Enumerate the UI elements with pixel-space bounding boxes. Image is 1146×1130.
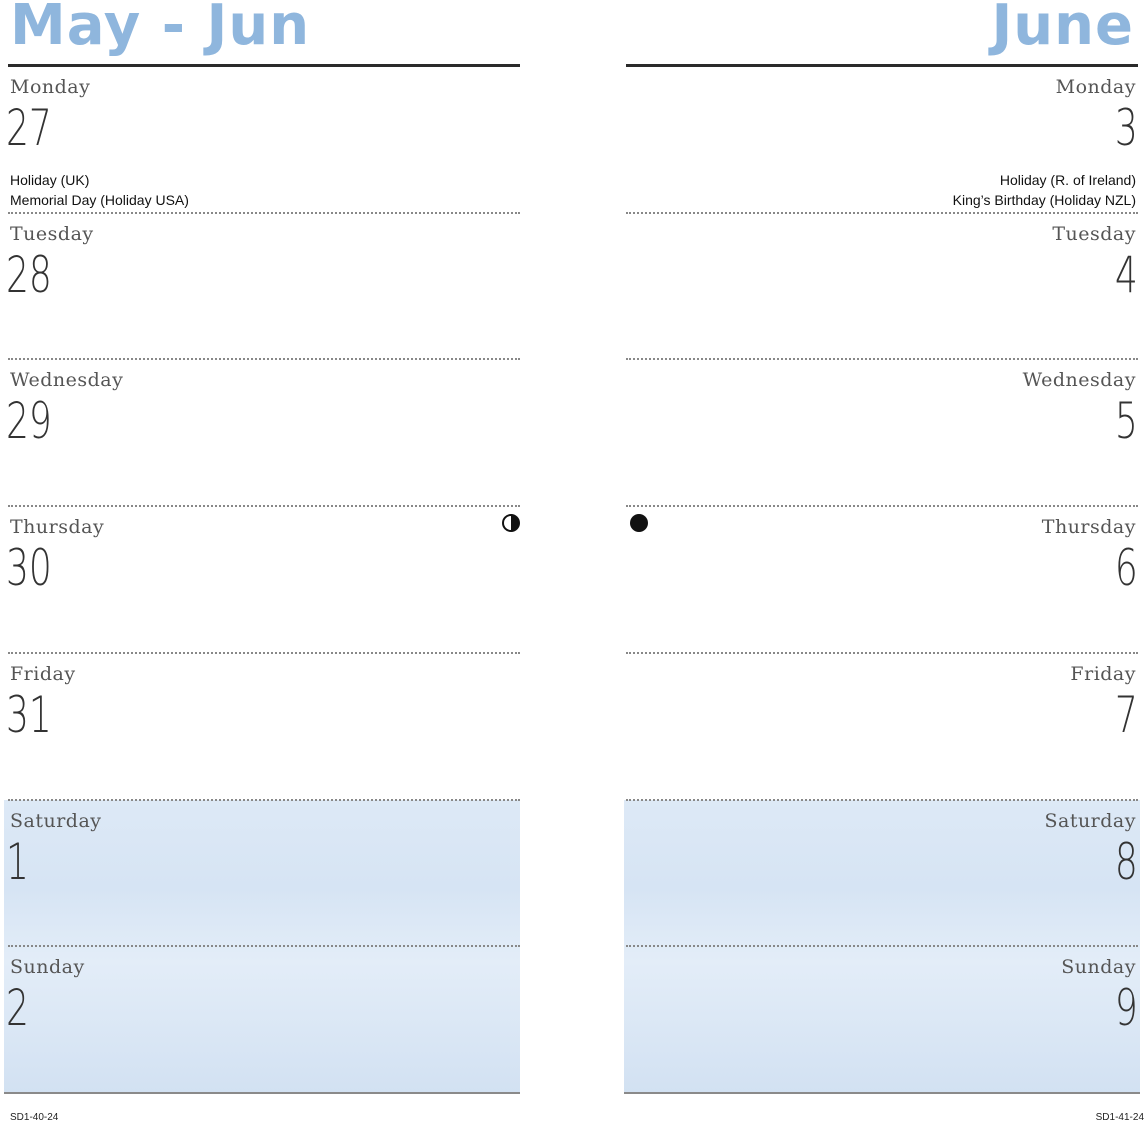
holiday-entry: Holiday (UK): [10, 172, 90, 188]
day-monday[interactable]: [626, 66, 1138, 213]
first-quarter-moon-icon: [502, 514, 520, 532]
day-thursday[interactable]: [8, 506, 520, 653]
holiday-list: [10, 170, 189, 210]
new-moon-icon: [630, 514, 648, 532]
day-saturday[interactable]: [626, 800, 1138, 947]
day-name: Saturday: [1044, 810, 1136, 832]
day-saturday[interactable]: [8, 800, 520, 947]
holiday-list: [953, 170, 1136, 210]
day-name: Friday: [10, 663, 76, 685]
day-number: 28: [6, 246, 52, 304]
day-wednesday[interactable]: [626, 359, 1138, 506]
day-name: Sunday: [10, 956, 85, 978]
day-number: 27: [6, 99, 52, 157]
day-sunday[interactable]: [8, 946, 520, 1093]
day-number: 30: [6, 539, 52, 597]
day-name: Tuesday: [10, 223, 94, 245]
day-number: 8: [1115, 833, 1138, 891]
holiday-entry: Memorial Day (Holiday USA): [10, 192, 189, 208]
day-number: 6: [1115, 539, 1138, 597]
day-name: Monday: [1055, 76, 1136, 98]
day-name: Wednesday: [10, 369, 124, 391]
day-tuesday[interactable]: [8, 213, 520, 360]
page-code: SD1-40-24: [10, 1112, 59, 1123]
day-monday[interactable]: [8, 66, 520, 213]
day-name: Thursday: [1041, 516, 1136, 538]
holiday-entry: Holiday (R. of Ireland): [999, 172, 1136, 188]
page-code: SD1-41-24: [1095, 1112, 1144, 1123]
day-name: Sunday: [1061, 956, 1136, 978]
left-page: [8, 0, 520, 1130]
day-name: Tuesday: [1052, 223, 1136, 245]
day-number: 3: [1115, 99, 1138, 157]
day-thursday[interactable]: [626, 506, 1138, 653]
day-number: 1: [6, 833, 29, 891]
right-page: [626, 0, 1144, 1130]
day-number: 29: [6, 392, 52, 450]
day-name: Friday: [1070, 663, 1136, 685]
day-wednesday[interactable]: [8, 359, 520, 506]
day-name: Monday: [10, 76, 91, 98]
day-number: 2: [6, 979, 29, 1037]
day-friday[interactable]: [8, 653, 520, 800]
day-number: 31: [6, 686, 52, 744]
day-number: 9: [1115, 979, 1138, 1037]
page-title: May - Jun: [10, 0, 311, 58]
page-title: June: [991, 0, 1134, 58]
day-number: 7: [1115, 686, 1138, 744]
day-name: Wednesday: [1022, 369, 1136, 391]
day-number: 5: [1115, 392, 1138, 450]
day-friday[interactable]: [626, 653, 1138, 800]
day-name: Thursday: [10, 516, 105, 538]
day-tuesday[interactable]: [626, 213, 1138, 360]
day-name: Saturday: [10, 810, 102, 832]
day-sunday[interactable]: [626, 946, 1138, 1093]
day-number: 4: [1115, 246, 1138, 304]
holiday-entry: King’s Birthday (Holiday NZL): [952, 192, 1136, 208]
